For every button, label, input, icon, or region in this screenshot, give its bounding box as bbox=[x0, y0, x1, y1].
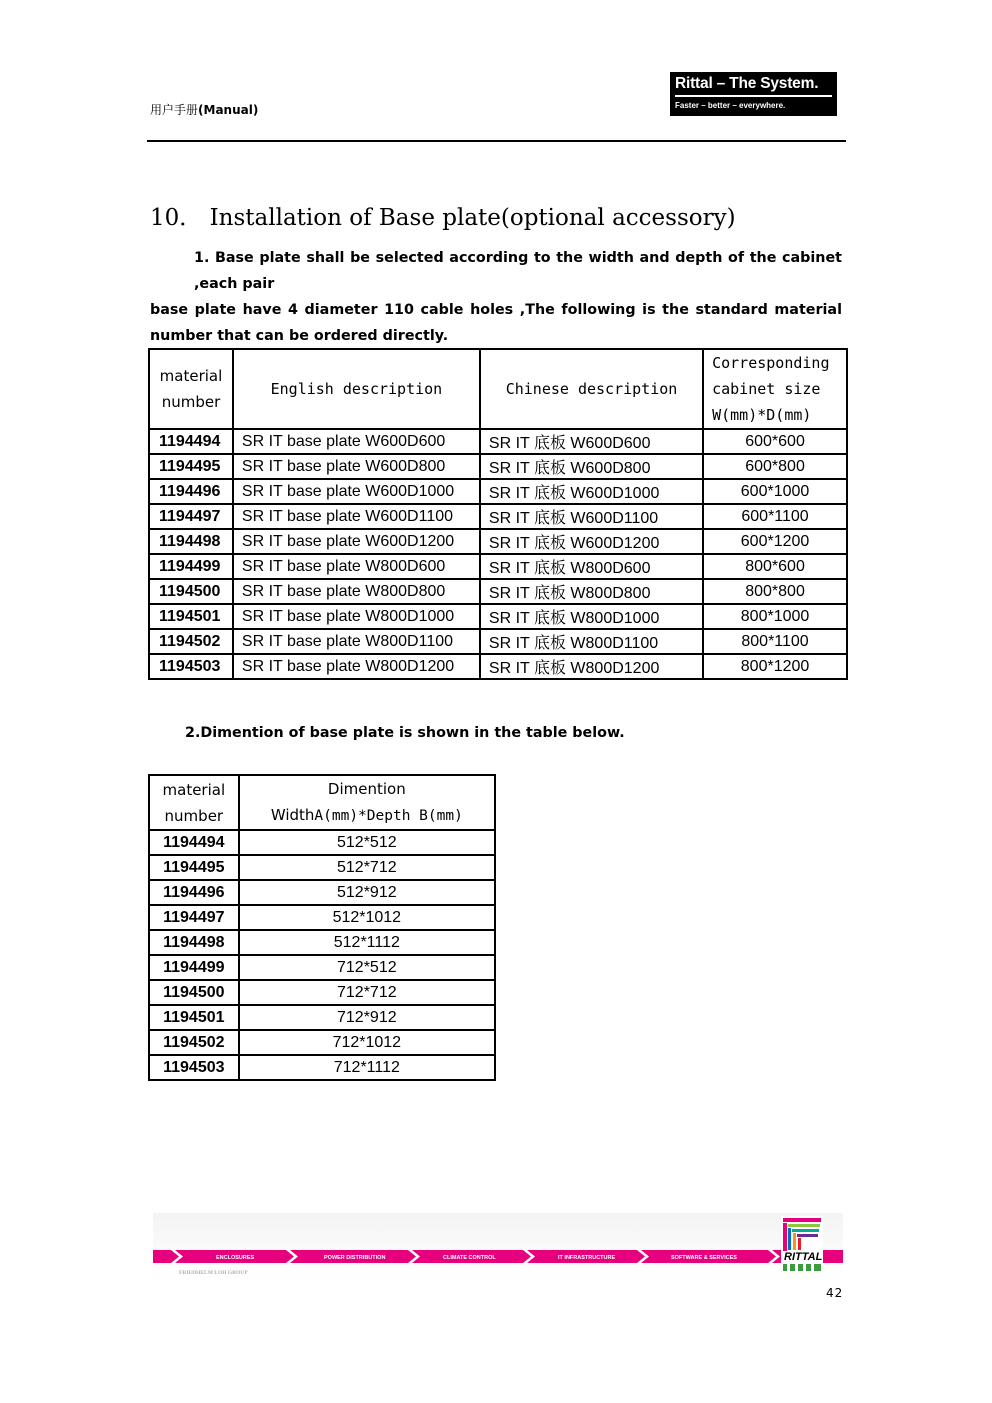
table-row bbox=[149, 1055, 495, 1080]
logo-slogan: Rittal – The System. bbox=[675, 75, 819, 92]
english-description: SR IT base plate W600D800 bbox=[233, 454, 480, 479]
table-row bbox=[149, 1005, 495, 1030]
table-row bbox=[149, 479, 847, 504]
logo-stripe bbox=[783, 1218, 821, 1222]
dimension-value: 712*512 bbox=[239, 955, 495, 980]
material-number: 1194495 bbox=[149, 454, 233, 479]
table-row bbox=[149, 629, 847, 654]
logo-brand-text: RITTAL bbox=[784, 1251, 823, 1263]
footer-segment-enclosures: ENCLOSURES bbox=[216, 1255, 255, 1261]
header-material-line2: number bbox=[161, 393, 221, 411]
english-description: SR IT base plate W600D600 bbox=[233, 429, 480, 454]
material-number: 1194503 bbox=[149, 654, 233, 679]
table-row bbox=[149, 504, 847, 529]
material-number: 1194498 bbox=[149, 930, 239, 955]
header-dimension bbox=[239, 775, 495, 830]
footer-segment-it: IT INFRASTRUCTURE bbox=[558, 1255, 616, 1261]
table-row bbox=[149, 604, 847, 629]
dimension-value: 512*512 bbox=[239, 830, 495, 855]
table-row bbox=[149, 429, 847, 454]
logo-tagline: Faster – better – everywhere. bbox=[675, 101, 786, 110]
material-number: 1194503 bbox=[149, 1055, 239, 1080]
logo-stripe bbox=[798, 1238, 801, 1250]
chinese-description: SR IT 底板 W600D1200 bbox=[480, 529, 703, 554]
chinese-description: SR IT 底板 W800D600 bbox=[480, 554, 703, 579]
logo-base-gap bbox=[795, 1264, 798, 1271]
section-title: 10． Installation of Base plate(optional accessory) bbox=[150, 205, 736, 231]
header-chinese-description: Chinese description bbox=[480, 349, 703, 429]
english-description: SR IT base plate W600D1100 bbox=[233, 504, 480, 529]
chinese-description: SR IT 底板 W800D1200 bbox=[480, 654, 703, 679]
dimension-value: 712*912 bbox=[239, 1005, 495, 1030]
rittal-header-logo bbox=[670, 72, 837, 116]
material-number: 1194500 bbox=[149, 980, 239, 1005]
material-number: 1194500 bbox=[149, 579, 233, 604]
logo-stripe bbox=[793, 1233, 796, 1250]
header-size-line3: W(mm)*D(mm) bbox=[712, 406, 812, 424]
cabinet-size: 800*1100 bbox=[703, 629, 847, 654]
table-row bbox=[149, 830, 495, 855]
cabinet-size: 600*800 bbox=[703, 454, 847, 479]
dimension-table-header bbox=[149, 775, 495, 830]
chinese-description: SR IT 底板 W600D1100 bbox=[480, 504, 703, 529]
header-divider bbox=[147, 140, 846, 142]
material-table-header bbox=[149, 349, 847, 429]
cabinet-size: 800*800 bbox=[703, 579, 847, 604]
footer-segment-power: POWER DISTRIBUTION bbox=[324, 1255, 386, 1261]
chinese-description: SR IT 底板 W800D1000 bbox=[480, 604, 703, 629]
material-number: 1194501 bbox=[149, 604, 233, 629]
cabinet-size: 800*1000 bbox=[703, 604, 847, 629]
dimension-value: 712*1012 bbox=[239, 1030, 495, 1055]
material-number: 1194497 bbox=[149, 905, 239, 930]
header-manual-label bbox=[150, 101, 258, 118]
logo-base-gap bbox=[811, 1264, 814, 1271]
footer-segment-climate: CLIMATE CONTROL bbox=[443, 1255, 496, 1261]
table-row bbox=[149, 880, 495, 905]
material-number: 1194502 bbox=[149, 1030, 239, 1055]
intro-paragraph-first-line: 1. Base plate shall be selected according to the width and depth of the cabinet ,each pair bbox=[194, 250, 842, 292]
logo-stripe bbox=[788, 1224, 820, 1227]
material-number: 1194501 bbox=[149, 1005, 239, 1030]
table-row bbox=[149, 1030, 495, 1055]
footer-banner bbox=[153, 1213, 843, 1281]
page-number: 42 bbox=[826, 1286, 844, 1300]
material-number: 1194495 bbox=[149, 855, 239, 880]
rittal-logo-icon bbox=[781, 1216, 823, 1274]
header-dimension-units: A(mm)*Depth B(mm) bbox=[314, 808, 463, 824]
logo-rule bbox=[675, 95, 832, 97]
material-number: 1194494 bbox=[149, 830, 239, 855]
table-row bbox=[149, 905, 495, 930]
chinese-description: SR IT 底板 W600D1000 bbox=[480, 479, 703, 504]
header-dimension-line1: Dimention bbox=[327, 780, 406, 798]
header-dimension-width: Width bbox=[270, 806, 315, 824]
footer-background bbox=[153, 1213, 843, 1281]
header-material-line2: number bbox=[164, 806, 224, 825]
english-description: SR IT base plate W800D600 bbox=[233, 554, 480, 579]
material-number: 1194496 bbox=[149, 880, 239, 905]
material-number: 1194497 bbox=[149, 504, 233, 529]
header-english-description: English description bbox=[233, 349, 480, 429]
dimension-value: 712*1112 bbox=[239, 1055, 495, 1080]
cabinet-size: 600*1200 bbox=[703, 529, 847, 554]
table-row bbox=[149, 930, 495, 955]
material-table bbox=[148, 348, 848, 680]
cabinet-size: 600*1100 bbox=[703, 504, 847, 529]
cabinet-size: 600*1000 bbox=[703, 479, 847, 504]
dimension-table bbox=[148, 774, 496, 1081]
header-size-line1: Corresponding bbox=[712, 354, 830, 372]
material-number: 1194499 bbox=[149, 554, 233, 579]
cabinet-size: 800*1200 bbox=[703, 654, 847, 679]
header-cabinet-size bbox=[703, 349, 847, 429]
material-number: 1194496 bbox=[149, 479, 233, 504]
header-material-number bbox=[149, 349, 233, 429]
english-description: SR IT base plate W800D1100 bbox=[233, 629, 480, 654]
material-number: 1194502 bbox=[149, 629, 233, 654]
english-description: SR IT base plate W800D800 bbox=[233, 579, 480, 604]
dimension-value: 712*712 bbox=[239, 980, 495, 1005]
header-manual-en: (Manual) bbox=[198, 103, 259, 117]
dimension-value: 512*912 bbox=[239, 880, 495, 905]
table-row bbox=[149, 955, 495, 980]
footer-segment-software: SOFTWARE & SERVICES bbox=[671, 1255, 737, 1261]
english-description: SR IT base plate W600D1200 bbox=[233, 529, 480, 554]
header-size-line2: cabinet size bbox=[712, 380, 821, 398]
chinese-description: SR IT 底板 W800D1100 bbox=[480, 629, 703, 654]
logo-stripe bbox=[797, 1234, 818, 1237]
header-manual-cn: 用户手册 bbox=[150, 103, 199, 117]
table-row bbox=[149, 529, 847, 554]
table-row bbox=[149, 980, 495, 1005]
header-dimension-line2 bbox=[240, 802, 494, 829]
table-row bbox=[149, 579, 847, 604]
table-row bbox=[149, 654, 847, 679]
logo-base-gap bbox=[803, 1264, 806, 1271]
chinese-description: SR IT 底板 W600D800 bbox=[480, 454, 703, 479]
table-row bbox=[149, 855, 495, 880]
chinese-description: SR IT 底板 W600D600 bbox=[480, 429, 703, 454]
material-number: 1194498 bbox=[149, 529, 233, 554]
table-row bbox=[149, 454, 847, 479]
table-row bbox=[149, 554, 847, 579]
header-material-line1: material bbox=[159, 367, 223, 385]
footer-band bbox=[153, 1250, 843, 1263]
material-number: 1194494 bbox=[149, 429, 233, 454]
material-number: 1194499 bbox=[149, 955, 239, 980]
dimension-value: 512*1112 bbox=[239, 930, 495, 955]
dimension-value: 512*1012 bbox=[239, 905, 495, 930]
cabinet-size: 600*600 bbox=[703, 429, 847, 454]
logo-base-gap bbox=[787, 1264, 790, 1271]
chinese-description: SR IT 底板 W800D800 bbox=[480, 579, 703, 604]
footer-group-name: FRIEDHELM LOH GROUP bbox=[179, 1270, 248, 1276]
intro-paragraph-rest: base plate have 4 diameter 110 cable holes ,The following is the standard material number that can be ordered directly. bbox=[150, 302, 842, 344]
dimension-value: 512*712 bbox=[239, 855, 495, 880]
dimension-paragraph: 2.Dimention of base plate is shown in the table below. bbox=[185, 725, 625, 741]
intro-paragraph bbox=[150, 245, 842, 349]
header-material-number bbox=[149, 775, 239, 830]
english-description: SR IT base plate W800D1000 bbox=[233, 604, 480, 629]
english-description: SR IT base plate W800D1200 bbox=[233, 654, 480, 679]
english-description: SR IT base plate W600D1000 bbox=[233, 479, 480, 504]
logo-stripe bbox=[783, 1223, 787, 1251]
logo-stripe bbox=[788, 1228, 791, 1250]
header-material-line1: material bbox=[162, 780, 226, 799]
logo-stripe bbox=[792, 1229, 819, 1232]
cabinet-size: 800*600 bbox=[703, 554, 847, 579]
